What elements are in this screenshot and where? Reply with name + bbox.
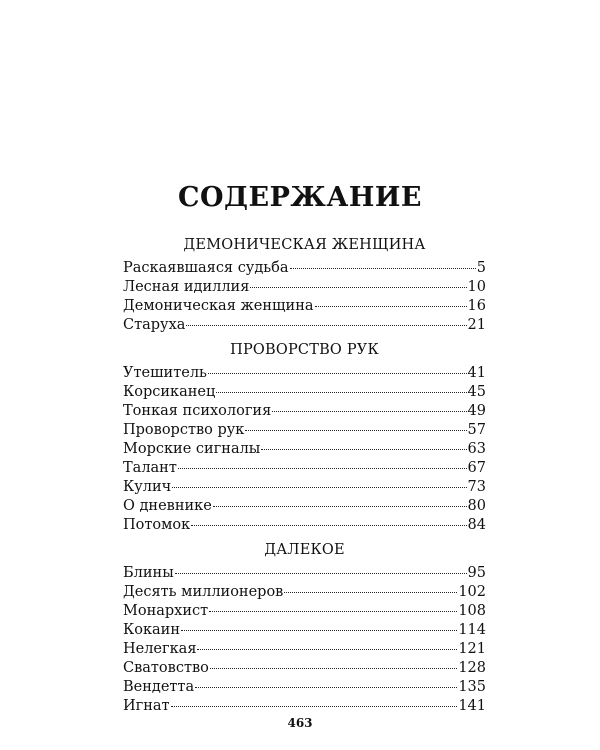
toc-section [123, 541, 486, 716]
section-heading: ДАЛЕКОЕ [264, 542, 345, 558]
entry-page: 128 [458, 660, 486, 676]
entry-page: 57 [467, 422, 486, 438]
toc-entry [123, 564, 486, 583]
entry-page: 63 [467, 441, 486, 457]
entry-page: 135 [458, 679, 486, 695]
entry-title: Потомок [123, 517, 191, 533]
entry-page: 45 [467, 384, 486, 400]
dot-leader [210, 667, 457, 669]
dot-leader [213, 505, 467, 507]
toc-entry [123, 259, 486, 278]
entry-page: 141 [458, 698, 486, 714]
dot-leader [284, 591, 457, 593]
toc-entry [123, 583, 486, 602]
entry-title: Вендетта [123, 679, 195, 695]
toc-entry [123, 364, 486, 383]
dot-leader [186, 324, 466, 326]
toc-section [123, 341, 486, 535]
entry-title: Проворство рук [123, 422, 245, 438]
entry-title: Талант [123, 460, 177, 476]
toc-entry [123, 678, 486, 697]
dot-leader [209, 610, 457, 612]
entry-page: 16 [467, 298, 486, 314]
toc-entry [123, 278, 486, 297]
dot-leader [171, 705, 458, 707]
toc-entry [123, 516, 486, 535]
entry-title: Демоническая женщина [123, 298, 314, 314]
entry-title: Сватовство [123, 660, 209, 676]
toc-entry [123, 602, 486, 621]
entry-title: Тонкая психология [123, 403, 272, 419]
entry-title: Блины [123, 565, 174, 581]
dot-leader [178, 467, 467, 469]
toc-entry [123, 697, 486, 716]
page-number: 463 [287, 716, 313, 730]
table-of-contents [123, 236, 486, 716]
dot-leader [272, 410, 466, 412]
dot-leader [245, 429, 466, 431]
toc-entry [123, 459, 486, 478]
entry-title: Кокаин [123, 622, 180, 638]
dot-leader [181, 629, 457, 631]
entry-title: Корсиканец [123, 384, 216, 400]
entry-title: Раскаявшаяся судьба [123, 260, 289, 276]
toc-entry [123, 621, 486, 640]
entry-page: 67 [467, 460, 486, 476]
entry-title: Игнат [123, 698, 170, 714]
entry-page: 73 [467, 479, 486, 495]
entry-page: 41 [467, 365, 486, 381]
toc-entry [123, 297, 486, 316]
entry-title: О дневнике [123, 498, 212, 514]
entry-page: 114 [458, 622, 486, 638]
toc-entry [123, 440, 486, 459]
entry-page: 21 [467, 317, 486, 333]
entry-title: Лесная идиллия [123, 279, 250, 295]
entry-page: 121 [458, 641, 486, 657]
entry-page: 10 [467, 279, 486, 295]
entry-page: 5 [476, 260, 486, 276]
entry-title: Десять миллионеров [123, 584, 284, 600]
entry-title: Утешитель [123, 365, 207, 381]
toc-entry [123, 421, 486, 440]
dot-leader [172, 486, 466, 488]
dot-leader [216, 391, 466, 393]
entry-page: 102 [458, 584, 486, 600]
entry-page: 84 [467, 517, 486, 533]
toc-entry [123, 402, 486, 421]
dot-leader [290, 267, 476, 269]
toc-section [123, 236, 486, 335]
entry-title: Морские сигналы [123, 441, 261, 457]
section-heading: ПРОВОРСТВО РУК [230, 342, 379, 358]
dot-leader [175, 572, 467, 574]
dot-leader [197, 648, 457, 650]
entry-title: Нелегкая [123, 641, 197, 657]
entry-title: Кулич [123, 479, 172, 495]
toc-entry [123, 659, 486, 678]
entry-page: 95 [467, 565, 486, 581]
dot-leader [191, 524, 466, 526]
entry-page: 49 [467, 403, 486, 419]
entry-page: 108 [458, 603, 486, 619]
toc-entry [123, 316, 486, 335]
entry-page: 80 [467, 498, 486, 514]
entry-title: Старуха [123, 317, 186, 333]
dot-leader [208, 372, 467, 374]
toc-entry [123, 497, 486, 516]
dot-leader [261, 448, 466, 450]
entry-title: Монархист [123, 603, 209, 619]
toc-entry [123, 478, 486, 497]
dot-leader [315, 305, 467, 307]
dot-leader [250, 286, 466, 288]
dot-leader [195, 686, 457, 688]
toc-entry [123, 640, 486, 659]
toc-entry [123, 383, 486, 402]
section-heading: ДЕМОНИЧЕСКАЯ ЖЕНЩИНА [183, 237, 426, 253]
page-title: СОДЕРЖАНИЕ [178, 182, 422, 213]
